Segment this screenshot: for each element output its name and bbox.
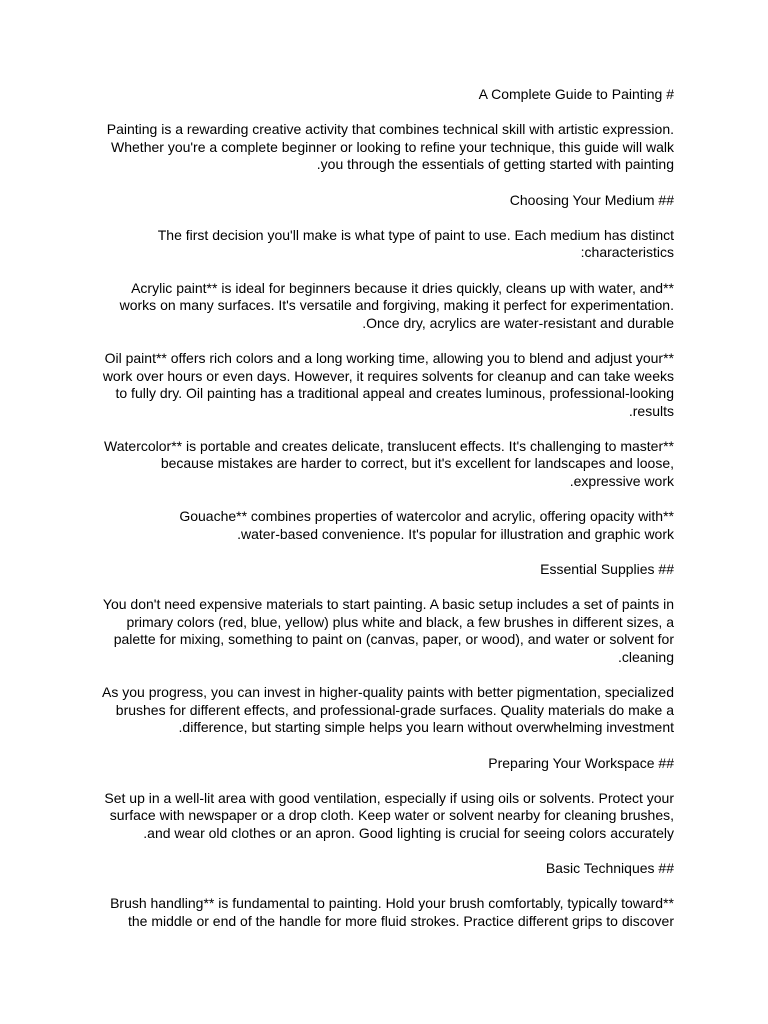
paragraph-line: Whether you're a complete beginner or looking to refine your technique, this guide will walk (111, 138, 674, 155)
document-page (94, 86, 674, 931)
paragraph (94, 227, 674, 262)
paragraph (94, 684, 674, 737)
paragraph-line: Set up in a well-lit area with good ventilation, especially if using oils or solvents. Protect your (104, 789, 674, 806)
paragraph-line: .difference, but starting simple helps you learn without overwhelming investment (178, 719, 674, 736)
paragraph-line: Watercolor** is portable and creates delicate, translucent effects. It's challenging to master** (104, 437, 674, 454)
paragraph (94, 280, 674, 333)
paragraph-line: Acrylic paint** is ideal for beginners because it dries quickly, cleans up with water, and** (131, 279, 674, 296)
paragraph-line: As you progress, you can invest in higher-quality paints with better pigmentation, specialized (102, 684, 674, 701)
paragraph (94, 350, 674, 420)
paragraph-line: :characteristics (580, 244, 674, 261)
paragraph-line: Gouache** combines properties of watercolor and acrylic, offering opacity with** (179, 508, 674, 525)
paragraph (94, 121, 674, 174)
paragraph-line: because mistakes are harder to correct, but it's excellent for landscapes and loose, (160, 455, 674, 472)
paragraph-line: works on many surfaces. It's versatile and forgiving, making it perfect for experimentation. (119, 297, 674, 314)
paragraph-line: .results (628, 402, 674, 419)
paragraph-line: work over hours or even days. However, it requires solvents for cleanup and can take weeks (102, 367, 674, 384)
paragraph (94, 438, 674, 491)
paragraph-line: You don't need expensive materials to start painting. A basic setup includes a set of paints in (102, 596, 674, 613)
paragraph (94, 895, 674, 930)
heading-text: Choosing Your Medium ## (509, 191, 674, 208)
paragraph (94, 508, 674, 543)
section-heading (94, 192, 674, 210)
paragraph-line: palette for mixing, something to paint on (canvas, paper, or wood), and water or solvent for (113, 631, 674, 648)
paragraph-line: .water-based convenience. It's popular for illustration and graphic work (237, 525, 674, 542)
paragraph-line: brushes for different effects, and professional-grade surfaces. Quality materials do make a (115, 701, 674, 718)
paragraph-line: .Once dry, acrylics are water-resistant and durable (362, 314, 674, 331)
section-heading (94, 561, 674, 579)
paragraph-line: The first decision you'll make is what type of paint to use. Each medium has distinct (157, 226, 674, 243)
paragraph-line: Painting is a rewarding creative activity that combines technical skill with artistic expression. (106, 121, 674, 138)
paragraph-line: primary colors (red, blue, yellow) plus white and black, a few brushes in different sizes, a (126, 613, 674, 630)
paragraph (94, 790, 674, 843)
paragraph-line: .and wear old clothes or an apron. Good lighting is crucial for seeing colors accurately (143, 824, 674, 841)
paragraph-line: .cleaning (617, 649, 674, 665)
section-heading (94, 860, 674, 878)
paragraph-line: .you through the essentials of getting started with painting (316, 156, 674, 173)
heading-text: A Complete Guide to Painting # (478, 86, 674, 102)
paragraph-line: .expressive work (569, 473, 674, 490)
heading-text: Essential Supplies ## (540, 561, 674, 578)
paragraph-line: Oil paint** offers rich colors and a long working time, allowing you to blend and adjust your** (104, 349, 674, 366)
paragraph (94, 596, 674, 666)
heading-text: Preparing Your Workspace ## (488, 754, 674, 771)
paragraph-line: to fully dry. Oil painting has a traditional appeal and creates luminous, professional-looking (115, 385, 674, 402)
paragraph-line: Brush handling** is fundamental to painting. Hold your brush comfortably, typically toward** (110, 895, 674, 912)
paragraph-line: surface with newspaper or a drop cloth. Keep water or solvent nearby for cleaning brushes, (109, 807, 674, 824)
heading-text: Basic Techniques ## (545, 860, 674, 877)
section-heading (94, 86, 674, 104)
section-heading (94, 755, 674, 773)
paragraph-line: the middle or end of the handle for more fluid strokes. Practice different grips to discover (127, 912, 674, 929)
